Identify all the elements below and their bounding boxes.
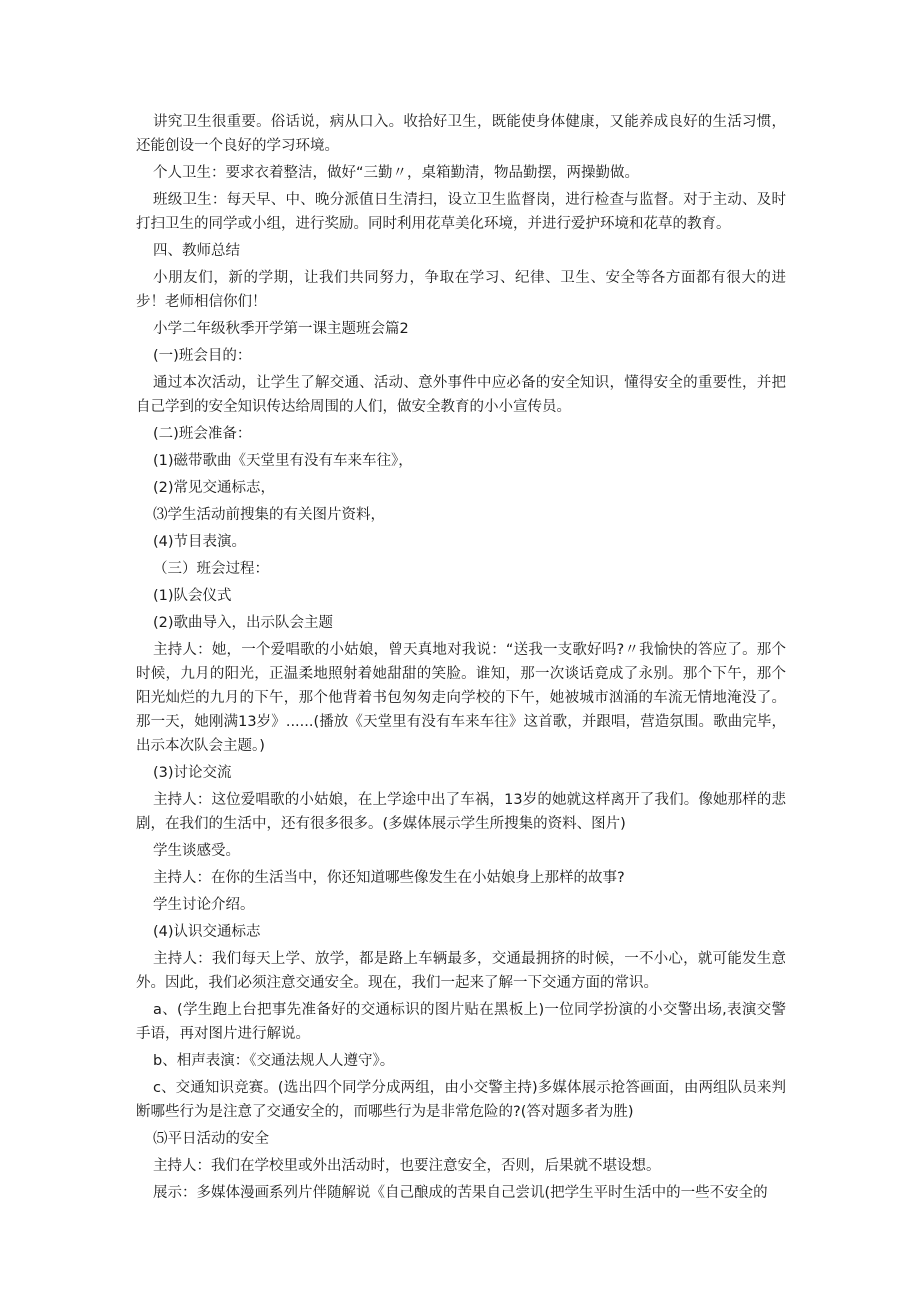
paragraph-meeting-purpose: 通过本次活动，让学生了解交通、活动、意外事件中应必备的安全知识，懂得安全的重要性，并把自己学到的安全知识传达给周围的人们，做安全教育的小小宣传员。 <box>136 375 786 415</box>
heading-meeting-process: （三）班会过程： <box>153 561 269 577</box>
paragraph-host-story: 主持人：她，一个爱唱歌的小姑娘，曾天真地对我说：“送我一支歌好吗?〃我愉快的答应了。那个时候，九月的阳光，正温柔地照射着她甜甜的笑脸。谁知，那一次谈话竟成了永别。那个下午，那个阳光灿烂的九月的下午，那个他背着书包匆匆走向学校的下午，她被城市汹涌的车流无情地淹没了。那一天，她刚满13岁》......(播放《天堂里有没有车来车往》这首歌，并跟唱，营造氛围。歌曲完毕，出示本次队会主题。) <box>136 642 786 754</box>
heading-meeting-preparation: (二)班会准备： <box>153 426 252 442</box>
paragraph-host-discussion: 主持人：这位爱唱歌的小姑娘，在上学途中出了车祸，13岁的她就这样离开了我们。像她那样的悲剧，在我们的生活中，还有很多很多。(多媒体展示学生所搜集的资料、图片) <box>136 792 786 832</box>
list-item-process-5: ⑸平日活动的安全 <box>153 1131 269 1147</box>
list-item-prep-2: (2)常见交通标志， <box>153 480 276 496</box>
paragraph-display: 展示：多媒体漫画系列片伴随解说《自己酿成的苦果自己尝讥(把学生平时生活中的一些不安全的 <box>153 1185 768 1201</box>
list-item-process-1: (1)队会仪式 <box>153 588 232 604</box>
list-item-prep-3: ⑶学生活动前搜集的有关图片资料， <box>153 507 385 523</box>
heading-meeting-purpose: (一)班会目的： <box>153 348 252 364</box>
list-item-process-4: (4)认识交通标志 <box>153 924 261 940</box>
paragraph-host-safety: 主持人：我们在学校里或外出活动时，也要注意安全，否则，后果就不堪设想。 <box>153 1158 661 1174</box>
paragraph-students-discuss: 学生讨论介绍。 <box>153 897 255 913</box>
heading-teacher-summary: 四、教师总结 <box>153 243 240 259</box>
paragraph-teacher-summary: 小朋友们，新的学期，让我们共同努力，争取在学习、纪律、卫生、安全等各方面都有很大的进步！老师相信你们！ <box>136 270 786 310</box>
list-item-prep-4: (4)节目表演。 <box>153 534 247 550</box>
document-body <box>136 110 786 1208</box>
list-item-prep-1: (1)磁带歌曲《天堂里有没有车来车往》， <box>153 453 413 469</box>
paragraph-activity-b: b、相声表演：《交通法规人人遵守》。 <box>153 1053 395 1069</box>
paragraph-class-hygiene: 班级卫生：每天早、中、晚分派值日生清扫，设立卫生监督岗，进行检查与监督。对于主动、及时打扫卫生的同学或小组，进行奖励。同时利用花草美化环境，并进行爱护环境和花草的教育。 <box>136 192 786 232</box>
list-item-process-2: (2)歌曲导入，出示队会主题 <box>153 615 334 631</box>
heading-article-2: 小学二年级秋季开学第一课主题班会篇2 <box>153 321 409 337</box>
paragraph-students-feelings: 学生谈感受。 <box>153 843 240 859</box>
list-item-process-3: (3)讨论交流 <box>153 765 232 781</box>
paragraph-host-question: 主持人：在你的生活当中，你还知道哪些像发生在小姑娘身上那样的故事? <box>153 870 625 886</box>
paragraph-personal-hygiene: 个人卫生：要求衣着整洁，做好“三勤〃，桌箱勤清，物品勤摆，两操勤做。 <box>153 165 640 181</box>
paragraph-activity-a: a、(学生跑上台把事先准备好的交通标识的图片贴在黑板上)一位同学扮演的小交警出场,表演交警手语，再对图片进行解说。 <box>136 1002 786 1042</box>
paragraph-host-traffic: 主持人：我们每天上学、放学，都是路上车辆最多，交通最拥挤的时候，一不小心，就可能发生意外。因此，我们必须注意交通安全。现在，我们一起来了解一下交通方面的常识。 <box>136 951 786 991</box>
paragraph-hygiene-intro: 讲究卫生很重要。俗话说，病从口入。收拾好卫生，既能使身体健康，又能养成良好的生活习惯，还能创设一个良好的学习环境。 <box>136 114 786 154</box>
paragraph-activity-c: c、交通知识竞赛。(选出四个同学分成两组，由小交警主持)多媒体展示抢答画面，由两组队员来判断哪些行为是注意了交通安全的，而哪些行为是非常危险的?(答对题多者为胜) <box>136 1080 786 1120</box>
